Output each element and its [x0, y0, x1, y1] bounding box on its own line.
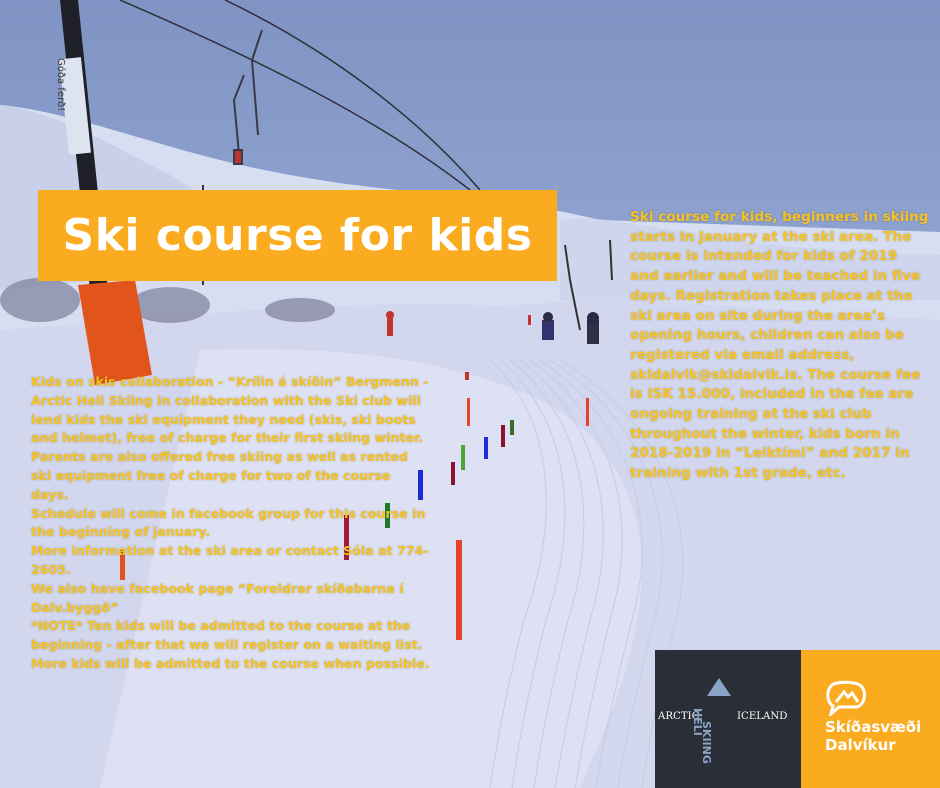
collaboration-paragraph: Kids on skis collaboration - “Krílin á skíðin” Bergmenn - Arctic Heli Skiing in collaboration with the Ski club will lend kids the ski equipment they need (skis, ski boots and helmet), free of charge for their first skiing winter. Parents are also offered free skiing as well as rented ski equipment free of charge for two of the course days. [31, 374, 429, 502]
lift-pole-sign: Góða ferð! [55, 58, 66, 112]
logo-line2: Dalvíkur [825, 736, 896, 754]
schedule-paragraph: Schedule will come in facebook group for this course in the beginning of january. [31, 505, 426, 540]
logo-line1: Skíðasvæði [825, 718, 922, 736]
title-banner [38, 190, 557, 281]
note-paragraph: *NOTE* Ten kids will be admitted to the course at the beginning - after that we will register on a waiting list. More kids will be admitted to the course when possible. [31, 618, 430, 671]
logo-heli-word: HELI [691, 708, 704, 736]
facebook-paragraph: We also have facebook page “Foreldrar skíðabarna í Dalv.byggð” [31, 580, 404, 615]
skidasvaedi-dalvikur-logo [801, 650, 940, 788]
skidasvaedi-name [825, 718, 921, 754]
left-info-text [31, 373, 431, 674]
right-info-text [630, 208, 930, 484]
logo-skiing-word: SKIING [700, 721, 713, 764]
course-description-paragraph: Ski course for kids, beginners in skiing starts in January at the ski area. The course is intended for kids of 2019 and earlier and will be teached in five days. Registration takes place at the ski area on site during the area’s opening hours, children can also be registered via email address, skidalvik@skidalvik.is. The course fee is ISK 15.000, included in the fee are ongoing training at the ski club throughout the winter, kids born in 2018-2019 in “Leiktími” and 2017 in training with 1st grade, etc. [630, 209, 929, 482]
contact-paragraph: More information at the ski area or contact Sóla at 774-2605. [31, 543, 429, 577]
speech-mountain-icon [825, 680, 869, 716]
logo-iceland-word: ICELAND [737, 711, 788, 722]
mountain-icon [705, 676, 733, 698]
logo-arctic-word: ARCTIC [658, 711, 700, 722]
arctic-heli-skiing-logo [655, 650, 801, 788]
page-title: Ski course for kids [62, 210, 533, 261]
